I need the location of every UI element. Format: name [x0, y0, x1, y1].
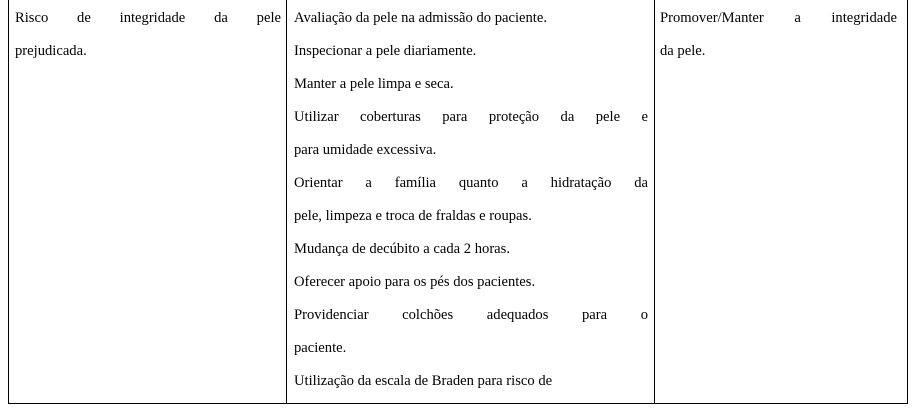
- goal-text: [655, 2, 907, 68]
- diagnosis-line: Risco de integridade da pele: [15, 10, 281, 26]
- intervention-line: paciente.: [294, 340, 347, 356]
- interventions-cell: [287, 0, 655, 403]
- intervention-line: Manter a pele limpa e seca.: [294, 76, 454, 92]
- goal-line: da pele.: [660, 43, 706, 59]
- interventions-text: [287, 2, 654, 398]
- goal-cell: [655, 0, 907, 403]
- intervention-line: Utilização da escala de Braden para risco de: [294, 373, 553, 389]
- care-plan-table: [8, 0, 908, 404]
- intervention-line: Providenciar colchões adequados para o: [294, 307, 648, 323]
- diagnosis-line: prejudicada.: [15, 43, 87, 59]
- diagnosis-text: [9, 2, 286, 68]
- intervention-line: Oferecer apoio para os pés dos pacientes.: [294, 274, 536, 290]
- intervention-line: Utilizar coberturas para proteção da pele e: [294, 109, 648, 125]
- goal-line: Promover/Manter a integridade: [660, 10, 897, 26]
- intervention-line: para umidade excessiva.: [294, 142, 437, 158]
- intervention-line: Orientar a família quanto a hidratação da: [294, 175, 648, 191]
- intervention-line: Mudança de decúbito a cada 2 horas.: [294, 241, 510, 257]
- diagnosis-cell: [9, 0, 287, 403]
- intervention-line: pele, limpeza e troca de fraldas e roupas.: [294, 208, 532, 224]
- intervention-line: Inspecionar a pele diariamente.: [294, 43, 477, 59]
- intervention-line: Avaliação da pele na admissão do paciente.: [294, 10, 547, 26]
